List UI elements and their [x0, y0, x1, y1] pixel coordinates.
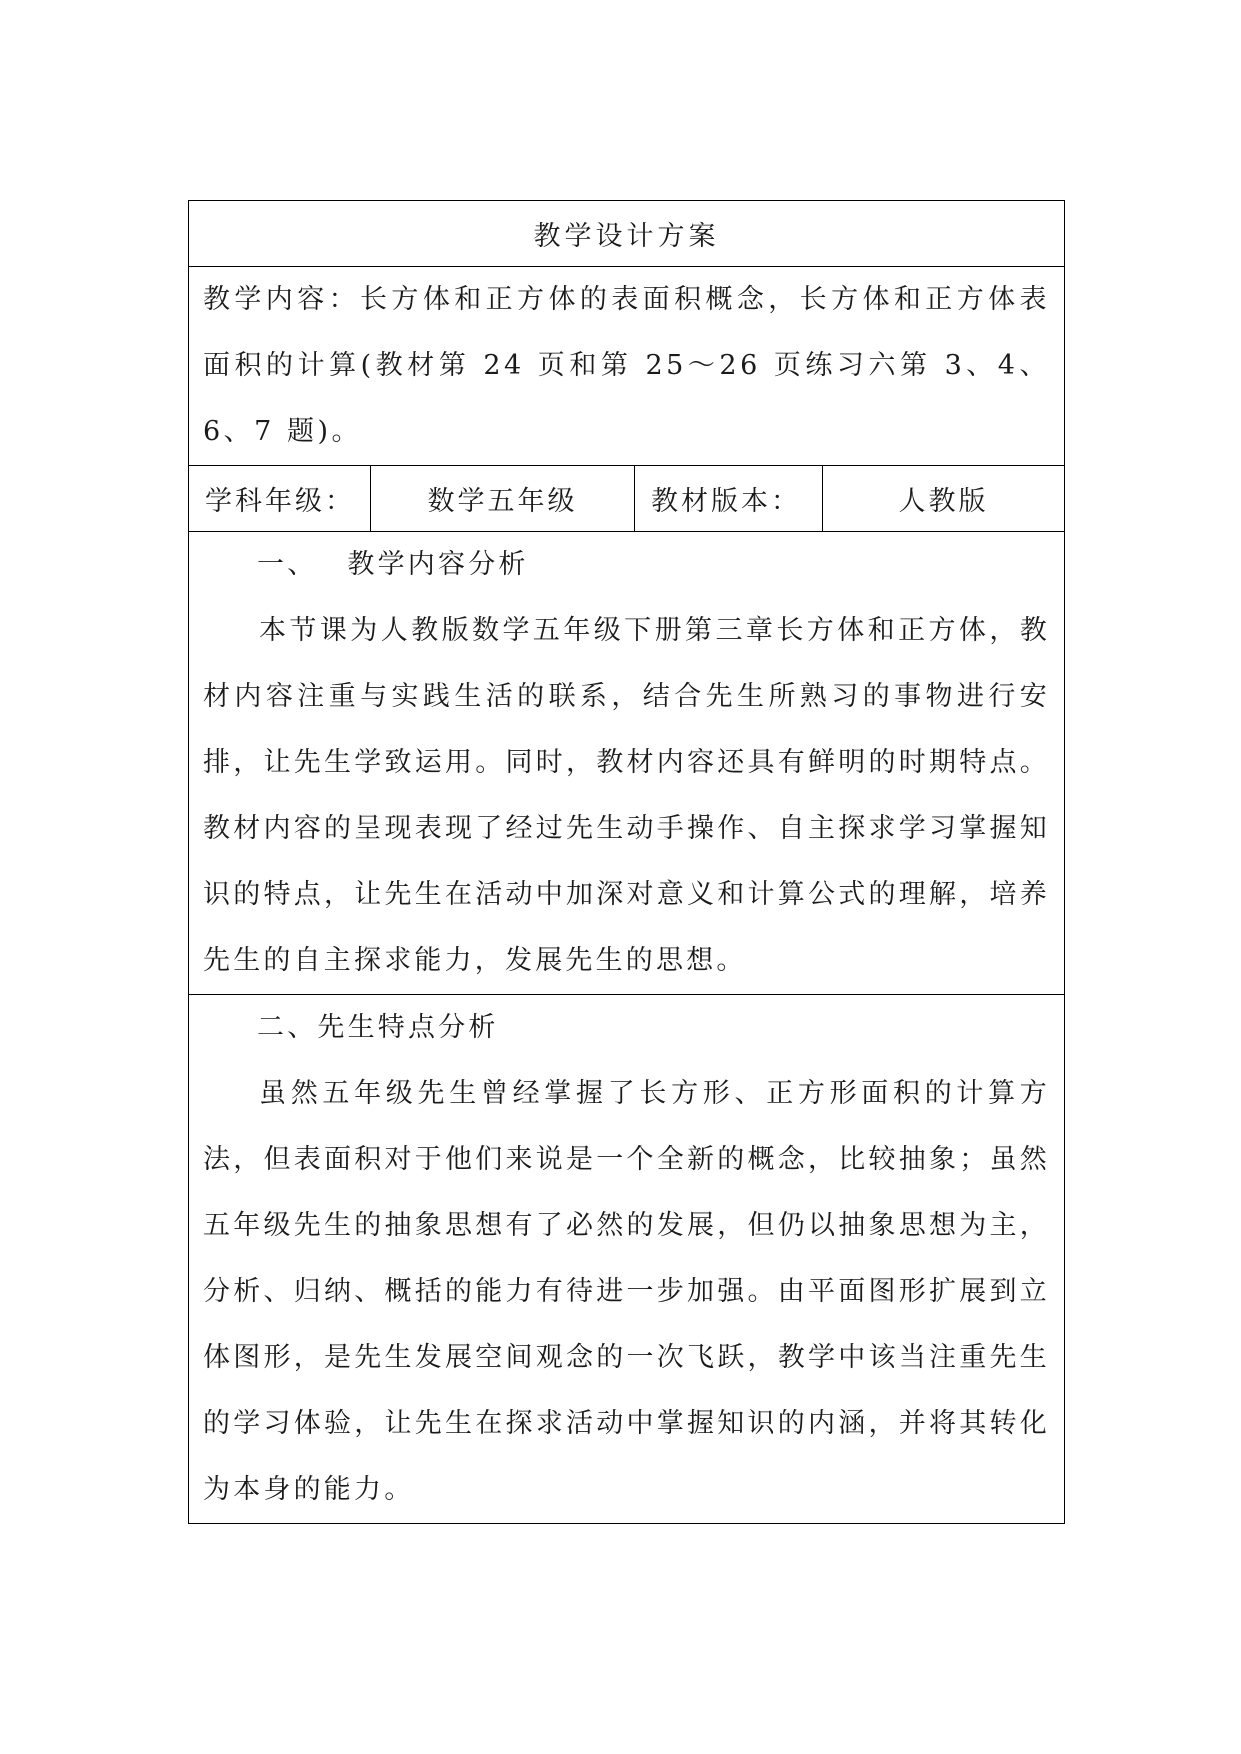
document-title: 教学设计方案	[189, 201, 1065, 267]
section1-heading-text: 教学内容分析	[347, 549, 529, 580]
section1-number: 一、	[257, 549, 318, 580]
teaching-content-text: 长方体和正方体的表面积概念，长方体和正方体表面积的计算(教材第 24 页和第 25～26 页练习六第 3、4、6、7 题)。	[203, 284, 1051, 447]
student-analysis-paragraph: 虽然五年级先生曾经掌握了长方形、正方形面积的计算方法，但表面积对于他们来说是一个全新的概念，比较抽象；虽然五年级先生的抽象思想有了必然的发展，但仍以抽象思想为主，分析、归纳、概括的能力有待进一步加强。由平面图形扩展到立体图形，是先生发展空间观念的一次飞跃，教学中该当注重先生的学习体验，让先生在探求活动中掌握知识的内涵，并将其转化为本身的能力。	[203, 1078, 1050, 1505]
teaching-content	[189, 267, 1065, 466]
section2-row	[189, 995, 1065, 1524]
title-row	[189, 201, 1065, 267]
student-analysis-section	[189, 995, 1065, 1524]
textbook-edition-value: 人教版	[823, 466, 1065, 532]
textbook-edition-label: 教材版本：	[635, 466, 823, 532]
content-row	[189, 267, 1065, 466]
section1-row	[189, 532, 1065, 995]
student-analysis-heading: 二、先生特点分析	[257, 1012, 499, 1043]
content-analysis-heading	[203, 532, 1050, 598]
content-analysis-section	[189, 532, 1065, 995]
teaching-content-label: 教学内容：	[203, 284, 361, 315]
subject-grade-value: 数学五年级	[371, 466, 635, 532]
meta-row	[189, 466, 1065, 532]
subject-grade-label: 学科年级：	[189, 466, 371, 532]
content-analysis-paragraph: 本节课为人教版数学五年级下册第三章长方体和正方体，教材内容注重与实践生活的联系，结合先生所熟习的事物进行安排，让先生学致运用。同时，教材内容还具有鲜明的时期特点。教材内容的呈现表现了经过先生动手操作、自主探求学习掌握知识的特点，让先生在活动中加深对意义和计算公式的理解，培养先生的自主探求能力，发展先生的思想。	[203, 615, 1050, 976]
lesson-plan-table	[188, 200, 1065, 1524]
